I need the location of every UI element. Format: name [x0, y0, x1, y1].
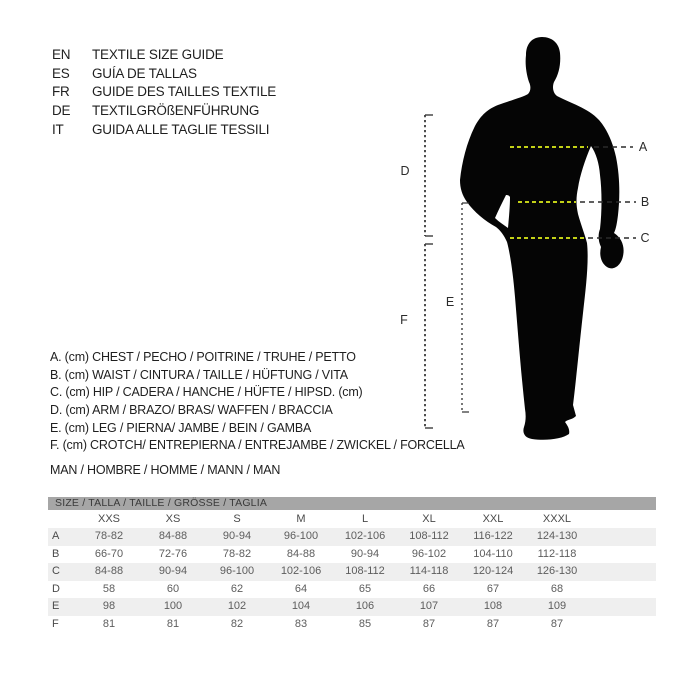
size-value: 112-118 — [537, 547, 577, 560]
column-header-m: M — [296, 513, 306, 525]
size-value: 81 — [166, 617, 180, 630]
language-title-list — [52, 45, 276, 138]
size-table-title: SIZE / TALLA / TAILLE / GRÖSSE / TAGLIA — [48, 497, 656, 510]
size-table — [48, 497, 656, 634]
size-value: 78-82 — [94, 530, 124, 542]
measurement-item-chest: A. (cm) CHEST / PECHO / POITRINE / TRUHE / PETTO — [50, 350, 356, 364]
table-row-leg — [48, 598, 656, 616]
row-label: E — [52, 600, 60, 613]
language-row — [52, 82, 276, 101]
language-title: GUIDA ALLE TAGLIE TESSILI — [92, 121, 270, 137]
size-value: 78-82 — [222, 547, 252, 560]
language-code: FR — [52, 84, 70, 100]
row-label: D — [52, 582, 60, 595]
size-table-header-row — [48, 510, 656, 528]
size-value: 96-100 — [283, 530, 319, 542]
language-code: IT — [52, 121, 64, 137]
row-label: B — [52, 547, 60, 560]
size-value: 126-130 — [536, 565, 578, 578]
size-value: 116-122 — [473, 530, 513, 542]
size-value: 108-112 — [409, 530, 449, 542]
marker-label-chest: A — [638, 140, 648, 154]
size-value: 107 — [419, 600, 439, 613]
size-value: 66-70 — [94, 547, 124, 560]
size-value: 84-88 — [158, 530, 188, 542]
row-label: A — [52, 530, 60, 542]
size-value: 108-112 — [345, 565, 385, 578]
size-value: 96-100 — [219, 565, 255, 578]
table-row-chest — [48, 528, 656, 546]
table-row-waist — [48, 546, 656, 564]
row-label: F — [52, 617, 59, 630]
header-spacer — [48, 510, 77, 528]
language-row — [52, 45, 276, 64]
language-title: GUÍA DE TALLAS — [92, 65, 197, 81]
measurement-item-leg: E. (cm) LEG / PIERNA/ JAMBE / BEIN / GAMBA — [50, 420, 312, 435]
size-value: 64 — [294, 582, 308, 595]
size-value: 60 — [166, 582, 180, 595]
column-header-xxl: XXL — [482, 513, 504, 525]
table-row-arm — [48, 581, 656, 599]
marker-label-arm: D — [400, 164, 410, 178]
column-header-l: L — [361, 513, 369, 525]
size-value: 87 — [486, 617, 500, 630]
language-title: TEXTILE SIZE GUIDE — [92, 46, 224, 62]
measurement-item-hip: C. (cm) HIP / CADERA / HANCHE / HÜFTE / HIPSD. (cm) — [50, 385, 363, 400]
row-label: C — [52, 565, 60, 578]
marker-label-waist: B — [640, 195, 650, 209]
size-value: 90-94 — [222, 530, 252, 542]
marker-label-hip: C — [640, 231, 650, 245]
measurement-item-arm: D. (cm) ARM / BRAZO/ BRAS/ WAFFEN / BRACCIA — [50, 403, 333, 418]
size-value: 102 — [227, 600, 247, 613]
size-value: 102-106 — [280, 565, 322, 578]
size-value: 108 — [483, 600, 503, 613]
size-value: 124-130 — [536, 530, 578, 542]
size-value: 109 — [547, 600, 567, 613]
measurement-legend — [50, 349, 464, 480]
size-value: 84-88 — [286, 547, 316, 560]
size-value: 87 — [422, 617, 436, 630]
size-value: 83 — [294, 617, 308, 630]
language-title: GUIDE DES TAILLES TEXTILE — [92, 84, 277, 100]
size-value: 72-76 — [158, 547, 188, 560]
marker-label-crotch: F — [400, 313, 408, 327]
language-row — [52, 64, 276, 83]
measurement-item-waist: B. (cm) WAIST / CINTURA / TAILLE / HÜFTUNG / VITA — [50, 367, 348, 382]
column-header-xl: XL — [422, 513, 436, 525]
size-value: 96-102 — [411, 547, 447, 560]
language-title: TEXTILGRÖßENFÜHRUNG — [92, 102, 260, 118]
size-value: 104 — [291, 600, 311, 613]
size-value: 85 — [358, 617, 372, 630]
language-code: ES — [52, 65, 70, 81]
size-value: 98 — [102, 600, 116, 613]
size-value: 90-94 — [350, 547, 380, 560]
size-value: 68 — [550, 582, 564, 595]
column-header-s: S — [233, 513, 241, 525]
size-value: 100 — [163, 600, 183, 613]
size-value: 58 — [102, 582, 116, 595]
column-header-xxs: XXS — [97, 513, 120, 525]
language-row — [52, 101, 276, 120]
size-value: 82 — [230, 617, 244, 630]
category-label: MAN / HOMBRE / HOMME / MANN / MAN — [50, 463, 281, 478]
size-value: 120-124 — [472, 565, 514, 578]
column-header-xs: XS — [165, 513, 181, 525]
size-value: 87 — [550, 617, 564, 630]
size-value: 65 — [358, 582, 372, 595]
size-value: 81 — [102, 617, 116, 630]
size-value: 102-106 — [344, 530, 386, 542]
size-value: 114-118 — [409, 565, 449, 578]
table-row-hip — [48, 563, 656, 581]
language-code: EN — [52, 46, 71, 62]
marker-label-leg: E — [445, 295, 455, 309]
size-value: 67 — [486, 582, 500, 595]
column-header-xxxl: XXXL — [542, 513, 572, 525]
size-value: 62 — [230, 582, 244, 595]
size-value: 104-110 — [473, 547, 513, 560]
size-value: 84-88 — [94, 565, 124, 578]
language-code: DE — [52, 102, 71, 118]
size-value: 106 — [355, 600, 375, 613]
size-value: 66 — [422, 582, 436, 595]
language-row — [52, 120, 276, 139]
table-row-crotch — [48, 616, 656, 634]
measurement-item-crotch: F. (cm) CROTCH/ ENTREPIERNA / ENTREJAMBE / ZWICKEL / FORCELLA — [50, 438, 465, 453]
size-value: 90-94 — [158, 565, 188, 578]
